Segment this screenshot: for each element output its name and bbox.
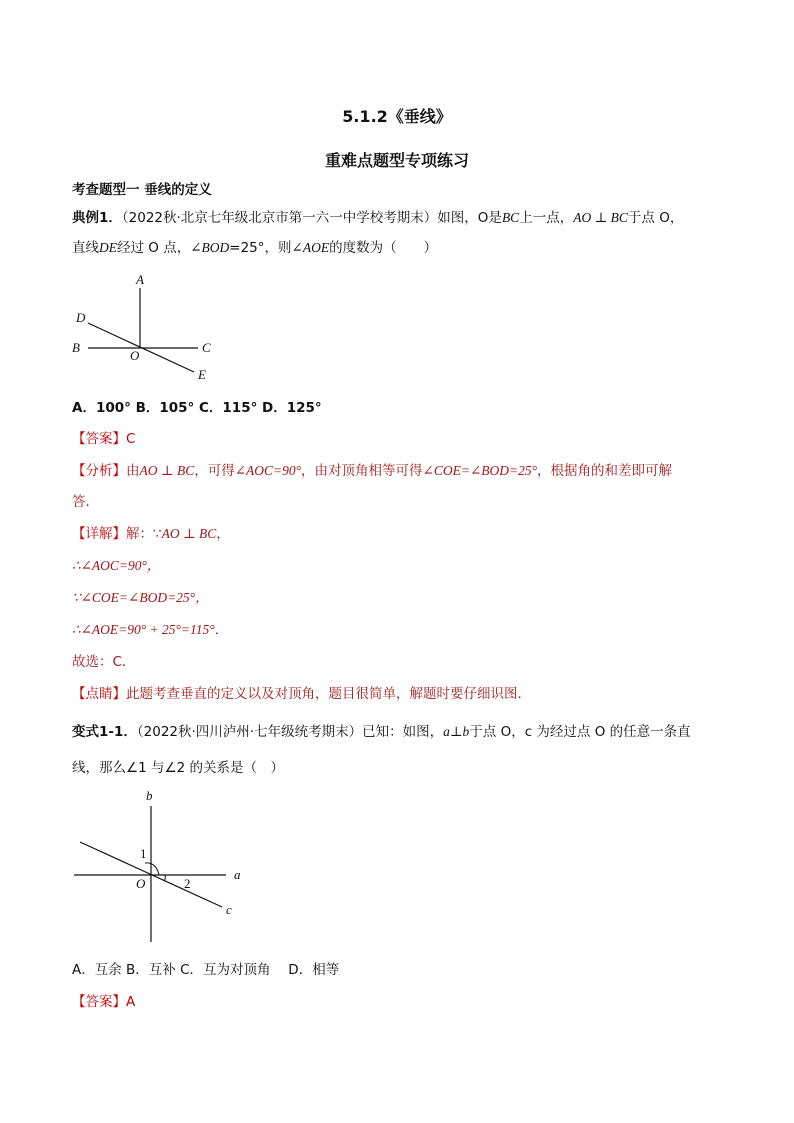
text: 直线 [72, 240, 99, 256]
label-o: O [136, 876, 146, 891]
label-b: b [146, 788, 153, 803]
detail-step1: ∴∠AOC=90°， [72, 558, 161, 573]
variant1-answer [72, 992, 135, 1012]
label-a: A [136, 272, 144, 287]
detail-label: 【详解】 [72, 526, 126, 542]
example1-analysis-cont: 答． [72, 494, 99, 510]
text: ， [216, 526, 230, 542]
text: =25°，则 [229, 240, 292, 256]
math: AO ⊥ BC [161, 526, 217, 541]
section-heading: 考查题型一 垂线的定义 [72, 182, 212, 198]
comment-text: 此题考查垂直的定义以及对顶角，题目很简单，解题时要仔细识图． [126, 686, 531, 702]
variant1-options: A．互余 B．互补 C．互为对顶角 D．相等 [72, 962, 340, 978]
analysis-label: 【分析】 [72, 463, 126, 479]
math: ∠COE=∠BOD=25° [422, 463, 538, 478]
variant1-line1 [72, 722, 691, 742]
text: 的度数为（ ） [329, 240, 438, 256]
text: 经过 O 点， [117, 240, 191, 256]
page-title: 5.1.2《垂线》 [342, 107, 452, 126]
label-c: C [202, 340, 211, 355]
math: ∠AOC=90° [234, 463, 302, 478]
label-angle-2: 2 [184, 876, 191, 891]
label-c: c [226, 902, 232, 917]
text: ，由对顶角相等可得 [301, 463, 423, 479]
answer-value: C [126, 431, 136, 447]
figure-1 [66, 268, 226, 388]
label-angle-1: 1 [140, 846, 147, 861]
answer-label: 【答案】 [72, 431, 126, 447]
line-de: DE [99, 240, 117, 255]
detail-step2: ∵∠COE=∠BOD=25°， [72, 590, 209, 605]
variant1-line2: 线，那么∠1 与∠2 的关系是（ ） [72, 760, 284, 776]
figure-2 [66, 788, 256, 948]
example1-line1 [72, 208, 683, 228]
text: 解：∵ [126, 526, 162, 542]
math: AO ⊥ BC [139, 463, 195, 478]
label-a: a [234, 867, 241, 882]
example1-mid1: 上一点， [519, 210, 574, 226]
example1-analysis [72, 461, 672, 481]
segment-bc: BC [501, 210, 520, 225]
angle-bod: ∠BOD [190, 240, 230, 255]
example1-line2 [72, 238, 437, 258]
comment-label: 【点睛】 [72, 686, 126, 702]
example1-options: A．100° B．105° C．115° D．125° [72, 400, 322, 416]
label-d: D [76, 310, 86, 325]
label-b: B [72, 340, 80, 355]
label-o: O [130, 348, 140, 363]
detail-choose: 故选：C． [72, 654, 136, 670]
page-subtitle: 重难点题型专项练习 [324, 151, 469, 170]
example1-answer [72, 429, 135, 449]
variant1-source: （2022秋·四川泸州·七年级统考期末）已知：如图， [136, 724, 444, 740]
text: 于点 O，c 为经过点 O 的任意一条直 [469, 724, 691, 740]
answer-value: A [126, 994, 136, 1010]
detail-step3: ∴∠AOE=90° + 25°=115°． [72, 622, 229, 637]
example1-source: （2022秋·北京七年级北京市第一六一中学校考期末）如图，O是 [121, 210, 502, 226]
perp-a-b: a⊥b [443, 724, 470, 739]
angle-2-arc [164, 875, 165, 881]
text: 由 [126, 463, 140, 479]
perp-ao-bc: AO ⊥ BC [573, 210, 628, 225]
example1-detail [72, 524, 230, 544]
label-e: E [198, 367, 206, 382]
angle-aoe: ∠AOE [291, 240, 330, 255]
example1-comment [72, 684, 531, 704]
example1-label: 典例1． [72, 210, 122, 226]
text: ，可得 [194, 463, 235, 479]
text: ，根据角的和差即可解 [537, 463, 673, 479]
answer-label: 【答案】 [72, 994, 126, 1010]
variant1-label: 变式1-1． [72, 724, 137, 740]
example1-mid2: 于点 O， [627, 210, 684, 226]
